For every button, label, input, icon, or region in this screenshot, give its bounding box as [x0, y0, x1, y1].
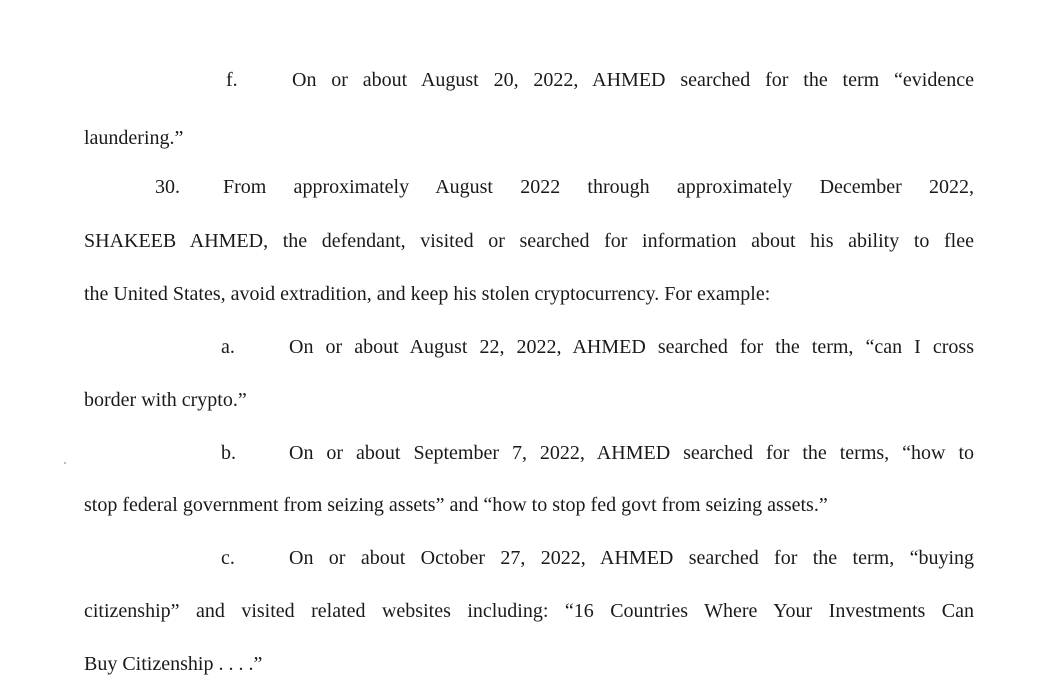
- item-a-marker: a.: [221, 336, 235, 358]
- item-c-line-1: On or about October 27, 2022, AHMED searched for the term, “buying: [289, 547, 974, 569]
- item-b-line-2: stop federal government from seizing assets” and “how to stop fed govt from seizing assets.”: [84, 494, 828, 516]
- scan-speck: [64, 462, 66, 464]
- item-b-line-1: On or about September 7, 2022, AHMED searched for the terms, “how to: [289, 442, 974, 464]
- item-c-marker: c.: [221, 547, 235, 569]
- item-c-line-3: Buy Citizenship . . . .”: [84, 653, 263, 675]
- item-f-line-1: On or about August 20, 2022, AHMED searched for the term “evidence: [292, 69, 974, 91]
- para-30-line-2: SHAKEEB AHMED, the defendant, visited or searched for information about his ability to flee: [84, 230, 974, 252]
- para-30-line-3: the United States, avoid extradition, and keep his stolen cryptocurrency. For example:: [84, 283, 771, 305]
- item-f-marker: f.: [226, 69, 238, 91]
- item-b-marker: b.: [221, 442, 236, 464]
- item-a-line-2: border with crypto.”: [84, 389, 247, 411]
- item-c-line-2: citizenship” and visited related websites including: “16 Countries Where Your Investments Can: [84, 600, 974, 622]
- item-a-line-1: On or about August 22, 2022, AHMED searched for the term, “can I cross: [289, 336, 974, 358]
- para-30-line-1: From approximately August 2022 through approximately December 2022,: [223, 176, 974, 198]
- para-30-number: 30.: [155, 176, 180, 198]
- item-f-line-2: laundering.”: [84, 127, 184, 149]
